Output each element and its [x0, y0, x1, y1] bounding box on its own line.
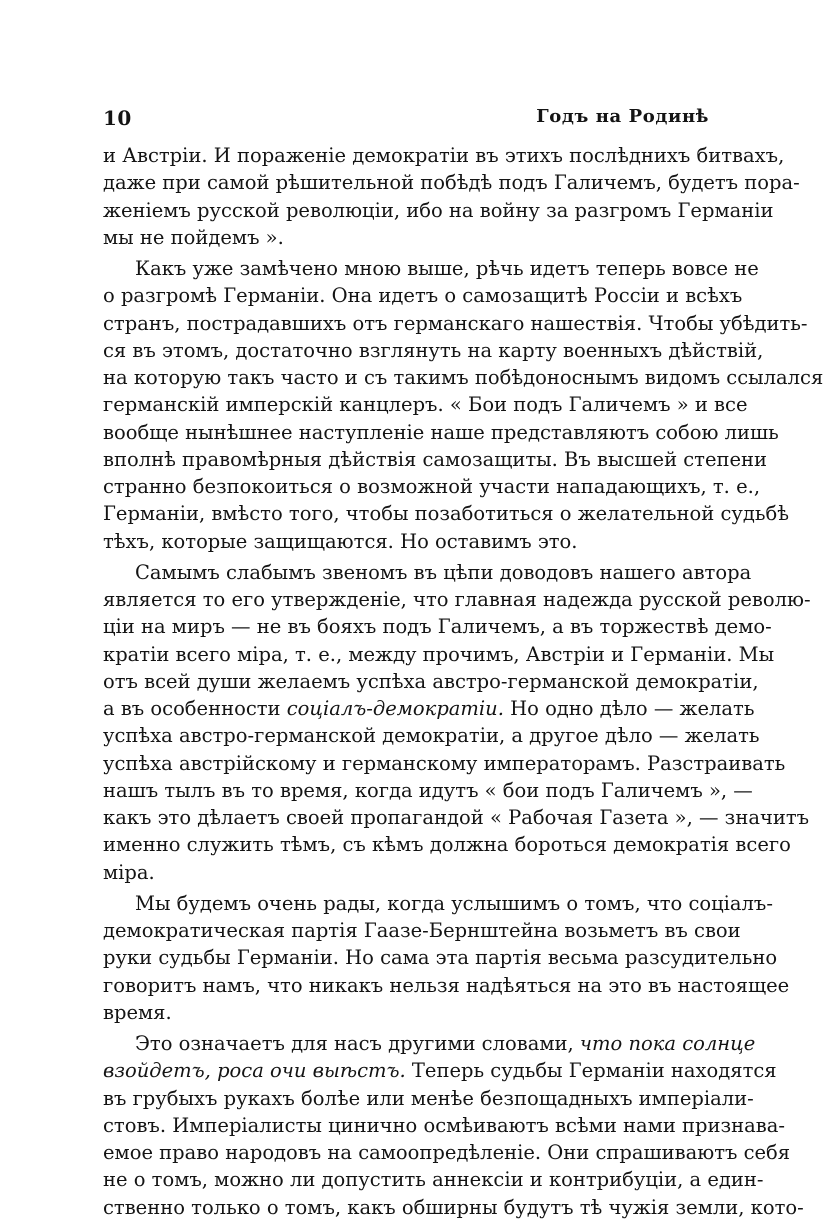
text-line — [103, 169, 800, 196]
paragraph — [103, 255, 824, 555]
text-run: даже при самой рѣшительной побѣдѣ подъ Галичемъ, будетъ пора- — [103, 171, 800, 195]
text-run: именно служить тѣмъ, съ кѣмъ должна бороться демократія всего — [103, 833, 791, 857]
text-run: руки судьбы Германіи. Но сама эта партія весьма разсудительно — [103, 946, 778, 970]
text-line — [103, 419, 779, 446]
text-run: успѣха австро-германской демократіи, а другое дѣло — желать — [103, 724, 760, 748]
text-run: ся въ этомъ, достаточно взглянуть на карту военныхъ дѣйствій, — [103, 338, 764, 362]
text-line — [103, 391, 748, 418]
text-line — [103, 668, 759, 695]
paragraph — [103, 890, 790, 1026]
body-text — [103, 142, 824, 1221]
text-line — [103, 890, 773, 917]
text-run: Самымъ слабымъ звеномъ въ цѣпи доводовъ нашего автора — [135, 560, 752, 584]
text-line — [103, 1139, 791, 1166]
text-run: Германіи, вмѣсто того, чтобы позаботиться о желательной судьбѣ — [103, 502, 789, 526]
text-line — [103, 528, 709, 555]
text-line — [103, 1030, 756, 1057]
text-run: а въ особенности — [103, 697, 287, 720]
text-run: странъ, пострадавшихъ отъ германскаго нашествія. Чтобы убѣдить- — [103, 311, 808, 335]
text-line — [103, 859, 709, 886]
text-line — [103, 1166, 764, 1193]
paragraph — [103, 1030, 804, 1221]
text-line — [103, 337, 764, 364]
running-title: Годъ на Родинѣ — [536, 106, 709, 127]
text-line — [103, 972, 790, 999]
text-run: ціи на миръ — не въ бояхъ подъ Галичемъ, а въ торжествѣ демо- — [103, 615, 772, 639]
text-run: мы не пойдемъ ». — [103, 225, 284, 249]
text-run: емое право народовъ на самоопредѣленіе. Они спрашиваютъ себя — [103, 1141, 791, 1164]
text-line — [103, 559, 752, 586]
text-run: вполнѣ правомѣрныя дѣйствія самозащиты. Въ высшей степени — [103, 447, 768, 471]
text-run: на которую такъ часто и съ такимъ побѣдоноснымъ видомъ ссылался — [103, 366, 824, 389]
text-run: какъ это дѣлаетъ своей пропагандой « Рабочая Газета », — значитъ — [103, 806, 810, 829]
text-line — [103, 722, 760, 749]
text-run: тѣхъ, которые защищаются. Но оставимъ это. — [103, 529, 578, 553]
text-line — [103, 142, 785, 169]
text-run: нашъ тылъ въ то время, когда идутъ « бои подъ Галичемъ », — — [103, 778, 753, 802]
text-run: странно безпокоиться о возможной участи нападающихъ, т. е., — [103, 475, 761, 498]
text-line — [103, 500, 789, 527]
text-run: не о томъ, можно ли допустить аннексіи и контрибуціи, а един- — [103, 1168, 764, 1192]
italic-text: взойдетъ, роса очи выѣстъ. — [103, 1059, 406, 1083]
text-run: стовъ. Имперіалисты цинично осмѣиваютъ всѣми нами признава- — [103, 1113, 785, 1137]
text-line — [103, 944, 778, 971]
text-line — [103, 917, 741, 944]
text-run: женіемъ русской революціи, ибо на войну за разгромъ Германіи — [103, 198, 774, 222]
text-line — [103, 1085, 754, 1112]
page-header — [103, 106, 709, 136]
text-line — [103, 1194, 804, 1221]
text-run: Какъ уже замѣчено мною выше, рѣчь идетъ теперь вовсе не — [135, 257, 759, 280]
text-line — [103, 695, 755, 722]
text-line — [103, 310, 808, 337]
italic-text: что пока солнце — [579, 1032, 756, 1055]
text-line — [103, 586, 811, 613]
text-run: о разгромѣ Германіи. Она идетъ о самозащитѣ Россіи и всѣхъ — [103, 284, 743, 308]
text-line — [103, 804, 810, 831]
text-run: время. — [103, 1000, 172, 1024]
text-line — [103, 282, 743, 309]
text-run: вообще нынѣшнее наступленіе наше представляютъ собою лишь — [103, 420, 779, 444]
text-run: Это означаетъ для насъ другими словами, — [135, 1032, 580, 1055]
text-line — [103, 831, 791, 858]
text-line — [103, 999, 709, 1026]
text-line — [103, 446, 768, 473]
text-line — [103, 255, 759, 282]
text-run: кратіи всего міра, т. е., между прочимъ, Австріи и Германіи. Мы — [103, 642, 775, 666]
text-run: міра. — [103, 860, 155, 884]
text-run: Но одно дѣло — желать — [503, 697, 755, 720]
text-line — [103, 224, 709, 251]
text-run: и Австріи. И пораженіе демократіи въ этихъ послѣднихъ битвахъ, — [103, 144, 785, 167]
text-run: говоритъ намъ, что никакъ нельзя надѣяться на это въ настоящее — [103, 973, 790, 997]
text-run: Мы будемъ очень рады, когда услышимъ о томъ, что соціалъ- — [135, 891, 773, 915]
text-run: является то его утвержденіе, что главная надежда русской револю- — [103, 588, 811, 611]
text-run: въ грубыхъ рукахъ болѣе или менѣе безпощадныхъ имперіали- — [103, 1086, 754, 1110]
text-line — [103, 197, 774, 224]
text-line — [103, 1112, 785, 1139]
page-number: 10 — [103, 106, 132, 130]
text-line — [103, 473, 761, 500]
text-line — [103, 1057, 777, 1084]
text-run: Теперь судьбы Германіи находятся — [405, 1059, 777, 1083]
text-run: германскій имперскій канцлеръ. « Бои подъ Галичемъ » и все — [103, 393, 748, 417]
text-line — [103, 613, 772, 640]
text-run: ственно только о томъ, какъ обширны будутъ тѣ чужія земли, кото- — [103, 1195, 804, 1219]
text-run: демократическая партія Гаазе-Бернштейна возьметъ въ свои — [103, 919, 741, 942]
text-line — [103, 777, 753, 804]
text-line — [103, 364, 824, 391]
italic-text: соціалъ-демократіи. — [286, 697, 504, 720]
text-run: успѣха австрійскому и германскому императорамъ. Разстраивать — [103, 751, 786, 775]
paragraph — [103, 559, 811, 886]
text-line — [103, 750, 786, 777]
text-line — [103, 641, 775, 668]
text-run: отъ всей души желаемъ успѣха австро-германской демократіи, — [103, 669, 759, 693]
paragraph — [103, 142, 800, 251]
